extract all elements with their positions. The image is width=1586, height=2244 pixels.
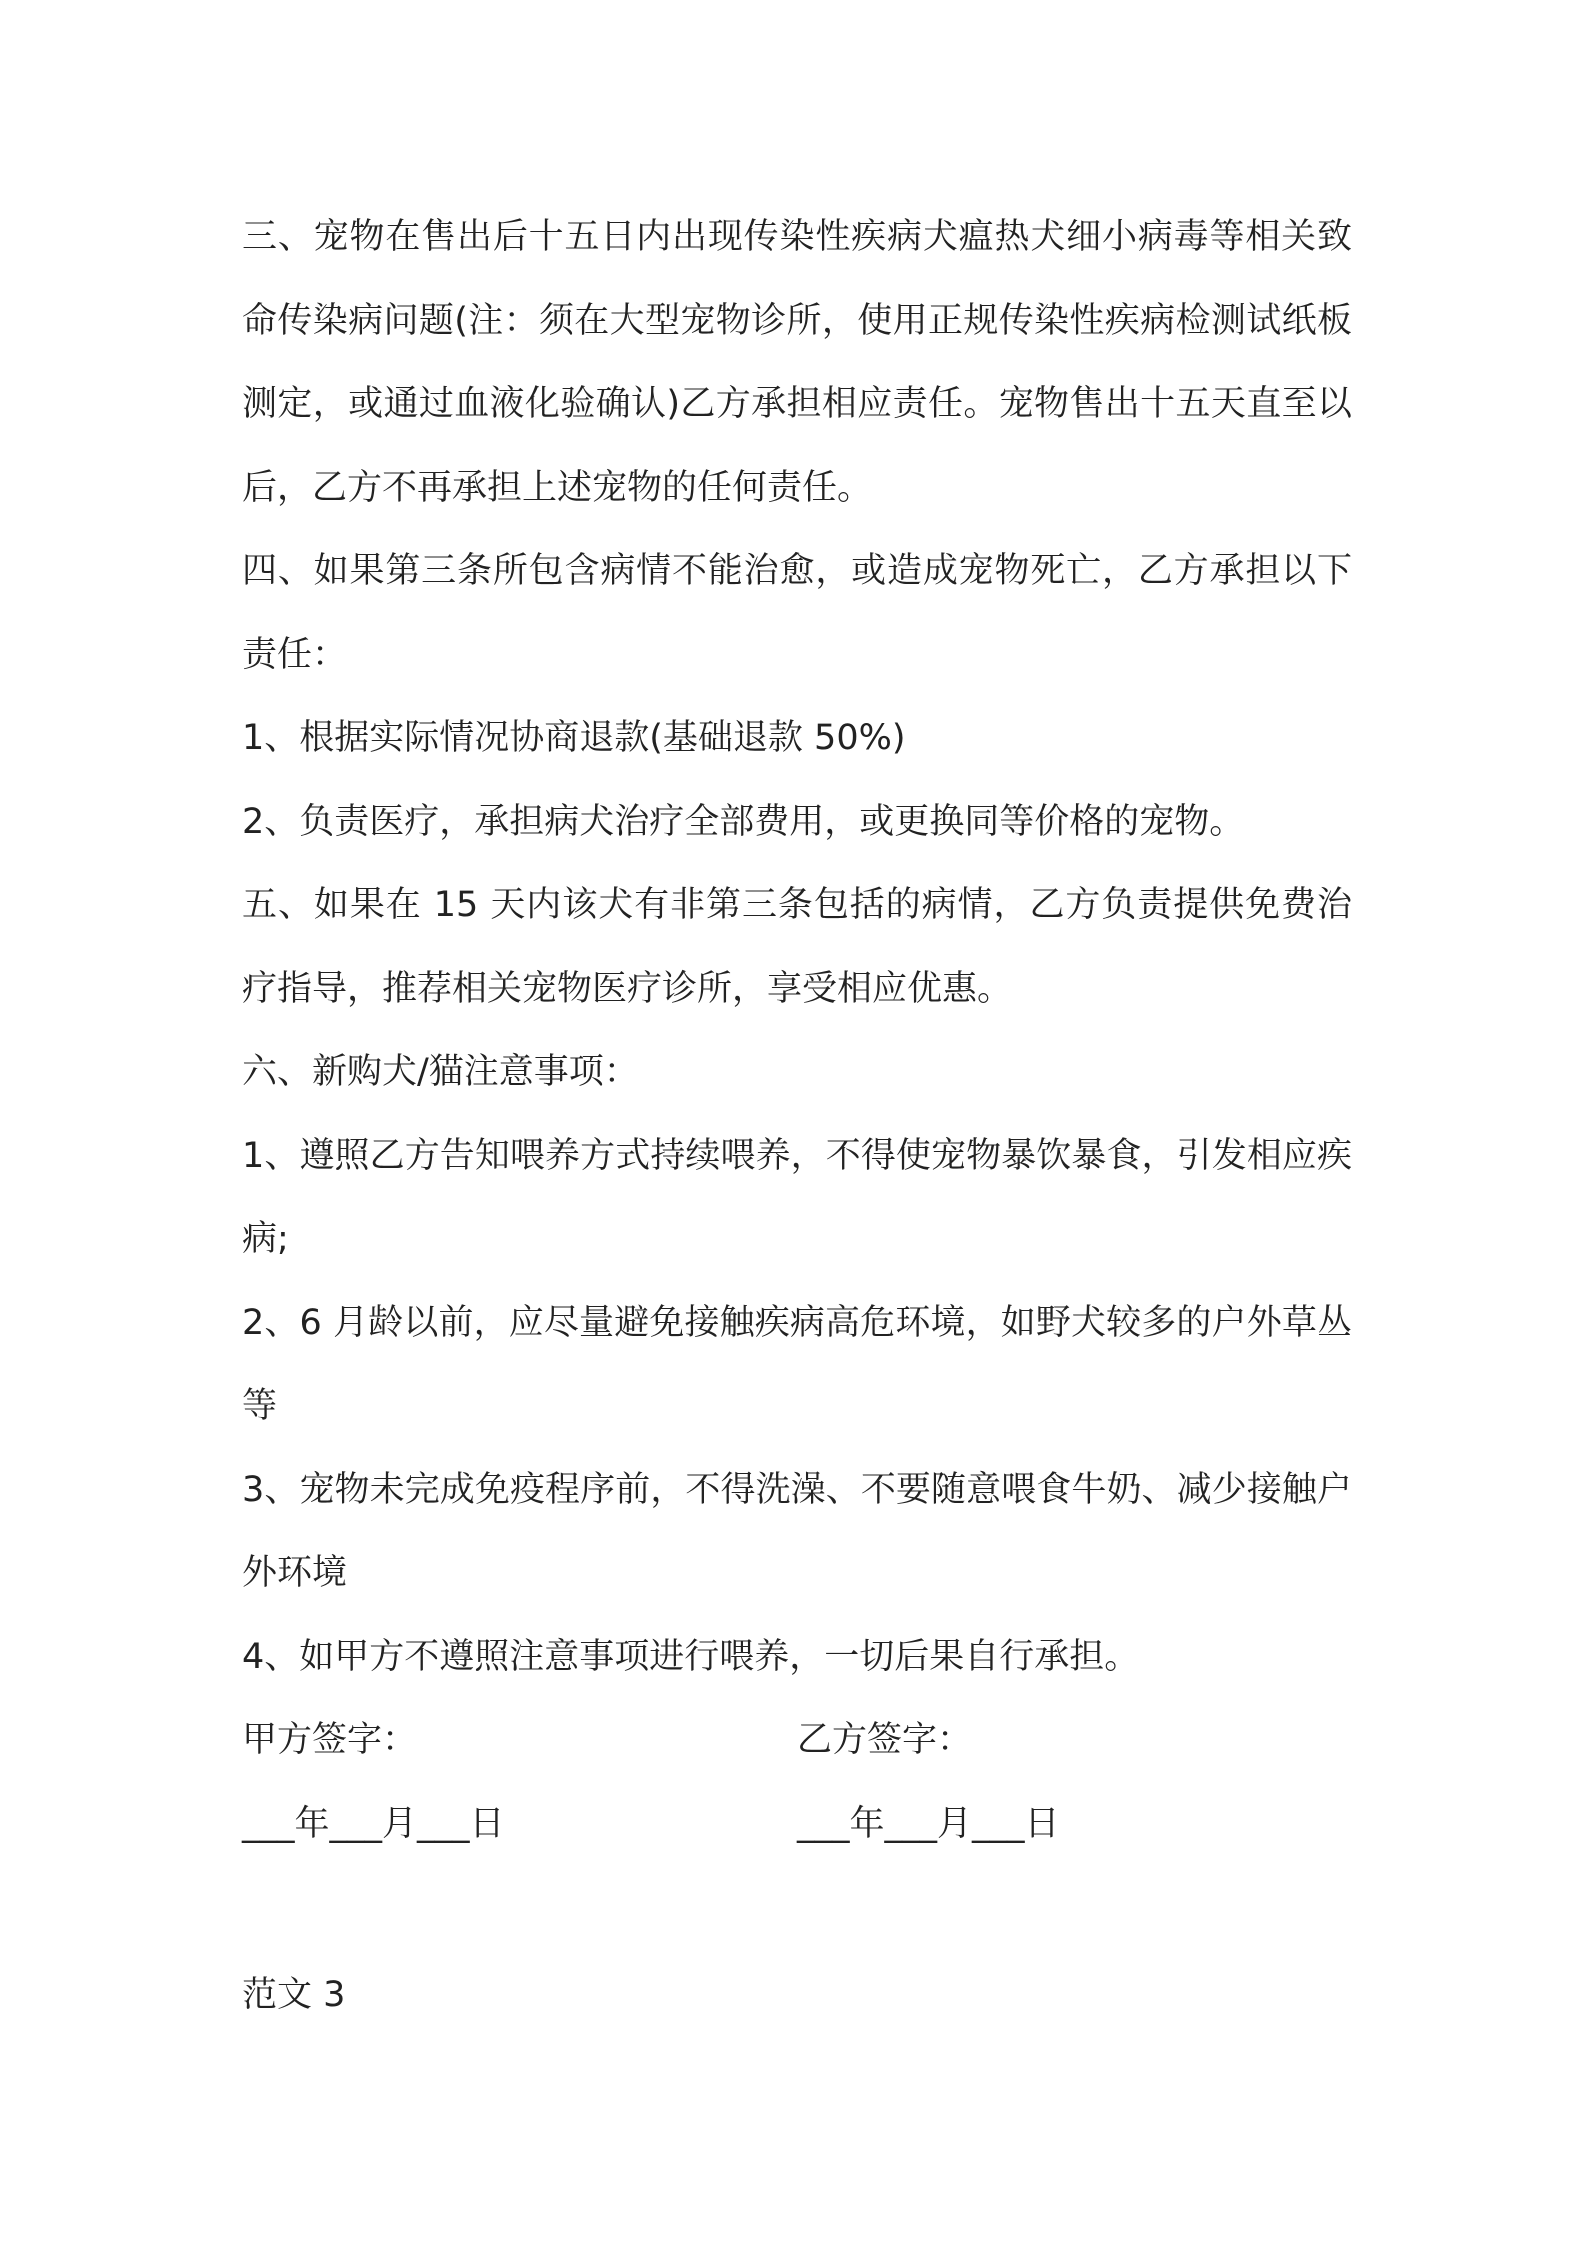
- clause-4-item-1: 1、根据实际情况协商退款(基础退款 50%): [242, 718, 906, 758]
- clause-4: 四、如果第三条所包含病情不能治愈，或造成宠物死亡，乙方承担以下责任：: [242, 551, 1352, 675]
- party-b-date-field: ___年___月___日: [797, 1803, 1060, 1844]
- signature-label-row: [242, 1699, 1352, 1783]
- section-title: 范文 3: [242, 1975, 346, 2015]
- clause-3: 三、宠物在售出后十五日内出现传染性疾病犬瘟热犬细小病毒等相关致命传染病问题(注：须在大型宠物诊所，使用正规传染性疾病检测试纸板测定，或通过血液化验确认)乙方承担相应责任。宠物售出十五天直至以后，乙方不再承担上述宠物的任何责任。: [242, 217, 1352, 508]
- signature-date-row: [242, 1783, 1352, 1867]
- party-a-date-field: ___年___月___日: [242, 1803, 505, 1844]
- clause-6-item-4: 4、如甲方不遵照注意事项进行喂养，一切后果自行承担。: [242, 1636, 1140, 1677]
- contract-body: [242, 196, 1352, 1866]
- party-a-signature-label: 甲方签字：: [242, 1720, 418, 1760]
- clause-6-item-1: 1、遵照乙方告知喂养方式持续喂养，不得使宠物暴饮暴食，引发相应疾病;: [242, 1135, 1352, 1259]
- party-b-signature-label: 乙方签字：: [797, 1720, 973, 1760]
- clause-5: 五、如果在 15 天内该犬有非第三条包括的病情，乙方负责提供免费治疗指导，推荐相关宠物医疗诊所，享受相应优惠。: [242, 885, 1352, 1009]
- clause-6-item-2: 2、6 月龄以前，应尽量避免接触疾病高危环境，如野犬较多的户外草丛等: [242, 1302, 1352, 1426]
- clause-6-item-3: 3、宠物未完成免疫程序前，不得洗澡、不要随意喂食牛奶、减少接触户外环境: [242, 1469, 1352, 1593]
- clause-6: 六、新购犬/猫注意事项：: [242, 1052, 639, 1092]
- clause-4-item-2: 2、负责医疗，承担病犬治疗全部费用，或更换同等价格的宠物。: [242, 801, 1245, 842]
